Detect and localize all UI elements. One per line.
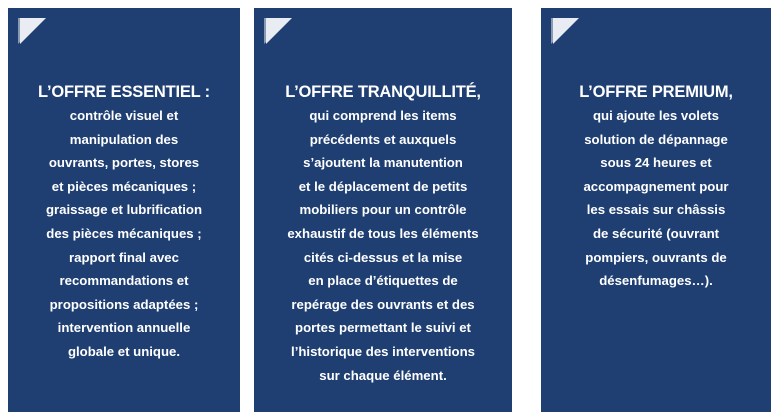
offer-description-line: manipulation des	[69, 131, 179, 147]
offer-title: L’OFFRE PREMIUM,	[579, 83, 733, 101]
offer-description-line: recommandations et	[59, 273, 189, 289]
offer-description-line: sous 24 heures et	[600, 155, 712, 171]
offer-description-line: de sécurité (ouvrant	[592, 225, 720, 241]
offer-description-line: des pièces mécaniques ;	[46, 225, 202, 241]
offer-description	[8, 104, 240, 364]
offer-description-line: s’ajoutent la manutention	[303, 155, 463, 171]
offer-description	[541, 104, 771, 293]
offer-description-line: mobiliers pour un contrôle	[299, 202, 467, 218]
offer-description-line: exhaustif de tous les éléments	[287, 225, 479, 241]
offer-description-line: désenfumages…).	[599, 273, 713, 289]
offer-description-line: contrôle visuel et	[69, 108, 179, 123]
offer-description-line: sur chaque élément.	[319, 367, 447, 383]
offer-card-tranquillite	[254, 8, 512, 412]
offer-description-line: qui ajoute les volets	[592, 108, 720, 123]
folded-corner-icon	[18, 18, 46, 46]
offer-description-line: intervention annuelle	[57, 320, 191, 336]
offer-description-line: solution de dépannage	[584, 131, 728, 147]
offer-description	[254, 104, 512, 387]
offer-description-line: pompiers, ouvrants de	[585, 249, 727, 265]
offer-description-line: l’historique des interventions	[291, 343, 475, 359]
offer-description-line: et le déplacement de petits	[298, 178, 468, 194]
offer-description-line: qui comprend les items	[309, 108, 457, 123]
offer-description-line: graissage et lubrification	[45, 202, 203, 218]
offer-title: L’OFFRE ESSENTIEL :	[38, 83, 210, 101]
offer-description-line: globale et unique.	[67, 343, 181, 359]
folded-corner-icon	[264, 18, 292, 46]
offer-description-line: portes permettant le suivi et	[295, 320, 471, 336]
offer-description-line: et pièces mécaniques ;	[51, 178, 197, 194]
offer-description-line: rapport final avec	[69, 249, 179, 265]
offer-description-line: en place d’étiquettes de	[308, 273, 458, 289]
offer-description-line: précédents et auxquels	[309, 131, 457, 147]
offer-description-line: repérage des ouvrants et des	[291, 296, 475, 312]
offer-description-line: ouvrants, portes, stores	[48, 155, 200, 171]
offer-card-essentiel	[8, 8, 240, 412]
offer-title: L’OFFRE TRANQUILLITÉ,	[285, 83, 481, 101]
offer-description-line: accompagnement pour	[583, 178, 729, 194]
offer-card-premium	[541, 8, 771, 412]
offer-description-line: cités ci-dessus et la mise	[303, 249, 463, 265]
offer-description-line: propositions adaptées ;	[49, 296, 199, 312]
folded-corner-icon	[551, 18, 579, 46]
offer-description-line: les essais sur châssis	[586, 202, 726, 218]
